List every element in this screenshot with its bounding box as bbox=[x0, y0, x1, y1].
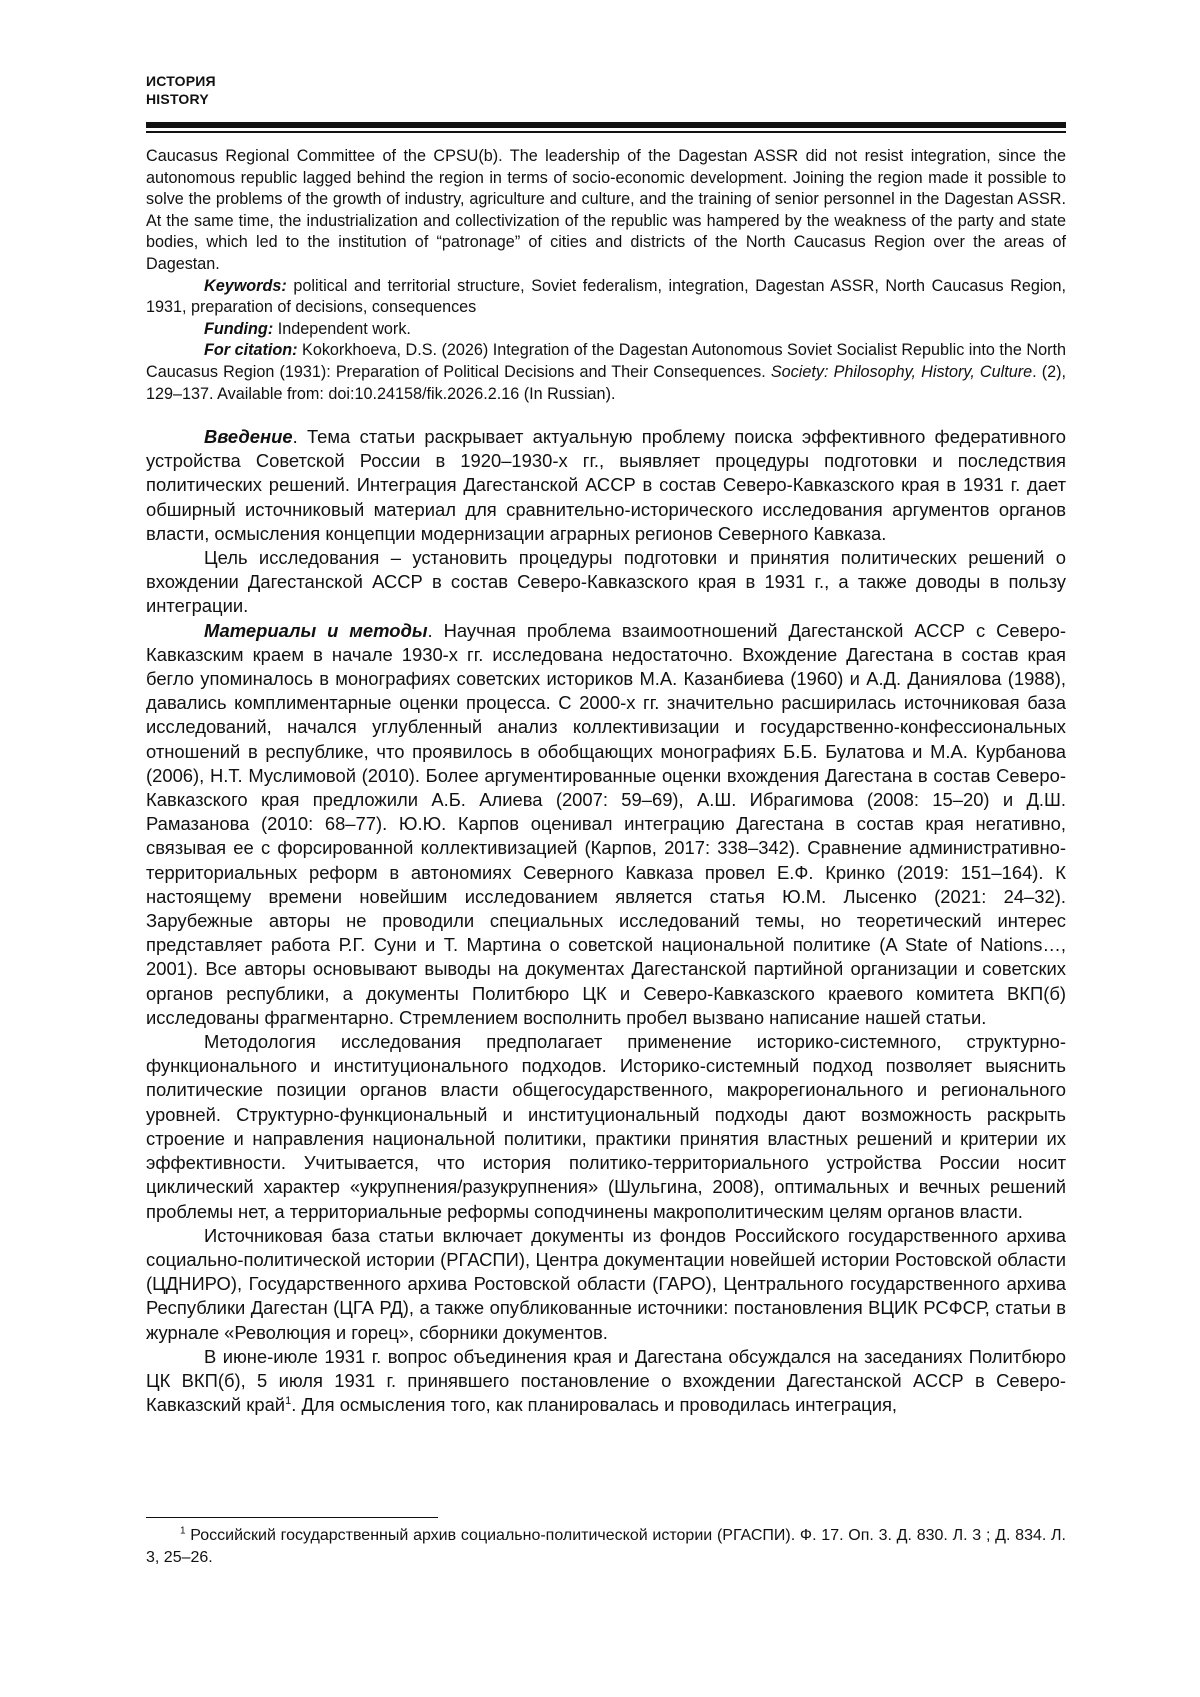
methods-heading: Материалы и методы bbox=[204, 619, 428, 641]
introduction-heading: Введение bbox=[204, 426, 293, 447]
citation-label: For citation: bbox=[204, 341, 298, 360]
methods-text: . Научная проблема взаимоотношений Дагестанской АССР с Северо-Кавказским краем в начале 1930-х гг. исследована недостаточно. Вхождение Дагестана в состав края бегло упоминалось в монографиях советских историков М.А. Казанбиева (1960) и А.Д. Даниялова (1988), давались комплиментарные оценки процесса. С 2000-х гг. значительно расширилась источниковая база исследований, начался углубленный анализ коллективизации и государственно-конфессиональных отношений в республике, что проявилось в обобщающих монографиях Б.Б. Булатова и М.А. Курбанова (2006), Н.Т. Муслимовой (2010). Более аргументированные оценки вхождения Дагестана в состав Северо-Кавказского края предложили А.Б. Алиева (2007: 59–69), А.Ш. Ибрагимова (2008: 15–20) и Д.Ш. Рамазанова (2010: 68–77). Ю.Ю. Карпов оценивал интеграцию Дагестана в состав края негативно, связывая ее с форсированной коллективизацией (Карпов, 2017: 338–342). Сравнение административно-территориальных реформ в автономиях Северного Кавказа провел Е.Ф. Кринко (2019: 151–164). К настоящему времени новейшим исследованием является статья Ю.М. Лысенко (2021: 24–32). Зарубежные авторы не проводили специальных исследований темы, но теоретический интерес представляет работа Р.Г. Суни и Т. Мартина о советской национальной политике (A State of Nations…, 2001). Все авторы основывают выводы на документах Дагестанской партийной организации и советских органов республики, а документы Политбюро ЦК и Северо-Кавказского краевого комитета ВКП(б) исследованы фрагментарно. Стремлением восполнить пробел вызвано написание нашей статьи. bbox=[146, 619, 1066, 1028]
abstract-text: Caucasus Regional Committee of the CPSU(b). The leadership of the Dagestan ASSR did not resist integration, since the autonomous republic lagged behind the region in terms of socio-economic development. Joining the region made it possible to solve the problems of the growth of industry, agriculture and culture, and the training of senior personnel in the Dagestan ASSR. At the same time, the industrialization and collectivization of the republic was hampered by the weakness of the party and state bodies, which led to the institution of “patronage” of cities and districts of the North Caucasus Region over the areas of Dagestan. bbox=[146, 147, 1066, 273]
paragraph-sources: Источниковая база статьи включает документы из фондов Российского государственного архива социально-политической истории (РГАСПИ), Центра документации новейшей истории Ростовской области (ЦДНИРО), Государственного архива Ростовской области (ГАРО), Центрального государственного архива Республики Дагестан (ЦГА РД), а также опубликованные источники: постановления ВЦИК РСФСР, статьи в журнале «Революция и горец», сборники документов. bbox=[146, 1224, 1066, 1343]
footnote-text: Российский государственный архив социально-политической истории (РГАСПИ). Ф. 17. Оп. 3. Д. 830. Л. 3 ; Д. 834. Л. 3, 25–26. bbox=[146, 1527, 1066, 1566]
citation-main: Kokorkhoeva, D.S. (2026) Integration of the Dagestan Autonomous Soviet Socialist Republic into the North Caucasus Region (1931): Preparation of Political Decisions and Their Consequences. bbox=[146, 341, 1066, 381]
paragraph-methods bbox=[146, 619, 1066, 1030]
paragraph-goal: Цель исследования – установить процедуры подготовки и принятия политических решений о вхождении Дагестанской АССР в состав Северо-Кавказского края в 1931 г., а также доводы в пользу интеграции. bbox=[146, 547, 1066, 617]
citation bbox=[146, 340, 1066, 405]
june-text: В июне-июле 1931 г. вопрос объединения края и Дагестана обсуждался на заседаниях Политбюро ЦК ВКП(б), 5 июля 1931 г. принявшего постановление о вхождении Дагестанской АССР в Северо-Кавказский край bbox=[146, 1345, 1066, 1416]
citation-journal: Society: Philosophy, History, Culture bbox=[770, 362, 1033, 381]
english-abstract bbox=[146, 146, 1066, 405]
keywords-label: Keywords: bbox=[204, 276, 287, 295]
footnote-ref[interactable]: 1 bbox=[285, 1395, 292, 1407]
footnote-number: 1 bbox=[180, 1525, 186, 1537]
footnote bbox=[146, 1525, 1066, 1569]
paragraph-methodology: Методология исследования предполагает применение историко-системного, структурно-функционального и институционального подходов. Историко-системный подход позволяет выяснить политические позиции органов власти общегосударственного, макрорегионального и регионального уровней. Структурно-функциональный и институциональный подходы дают возможность раскрыть строение и направления национальной политики, практики принятия властных решений и критерии их эффективности. Учитывается, что история политико-территориального устройства России носит циклический характер «укрупнения/разукрупнения» (Шульгина, 2008), оптимальных и вечных решений проблемы нет, а территориальные реформы соподчинены макрополитическим целям органов власти. bbox=[146, 1031, 1066, 1222]
article-body bbox=[146, 425, 1066, 1417]
footnote-1 bbox=[146, 1525, 1066, 1569]
section-title-en: HISTORY bbox=[146, 91, 209, 107]
paragraph-june-1931 bbox=[146, 1345, 1066, 1418]
section-title-ru: ИСТОРИЯ bbox=[146, 73, 216, 89]
keywords bbox=[146, 276, 1066, 319]
citation-tail: . (2), 129–137. Available from: doi:10.24158/fik.2026.2.16 (In Russian). bbox=[146, 362, 1066, 403]
funding-text: Independent work. bbox=[273, 319, 411, 338]
funding bbox=[146, 319, 1066, 341]
header-rule-thin bbox=[146, 131, 1066, 133]
keywords-text: political and territorial structure, Soviet federalism, integration, Dagestan ASSR, North Caucasus Region, 1931, preparation of decisions, consequences bbox=[146, 276, 1066, 317]
running-header bbox=[146, 72, 216, 108]
paragraph-introduction bbox=[146, 425, 1066, 546]
introduction-text: . Тема статьи раскрывает актуальную проблему поиска эффективного федеративного устройства Советской России в 1920–1930-х гг., выявляет процедуры подготовки и последствия политических решений. Интеграция Дагестанской АССР в состав Северо-Кавказского края в 1931 г. дает обширный источниковый материал для сравнительно-исторического исследования аргументов органов власти, осмысления концепции модернизации аграрных регионов Северного Кавказа. bbox=[146, 426, 1066, 544]
june-tail: . Для осмысления того, как планировалась и проводилась интеграция, bbox=[291, 1394, 898, 1416]
funding-label: Funding: bbox=[204, 319, 274, 338]
header-rule-thick bbox=[146, 122, 1066, 128]
footnote-separator bbox=[146, 1517, 438, 1518]
